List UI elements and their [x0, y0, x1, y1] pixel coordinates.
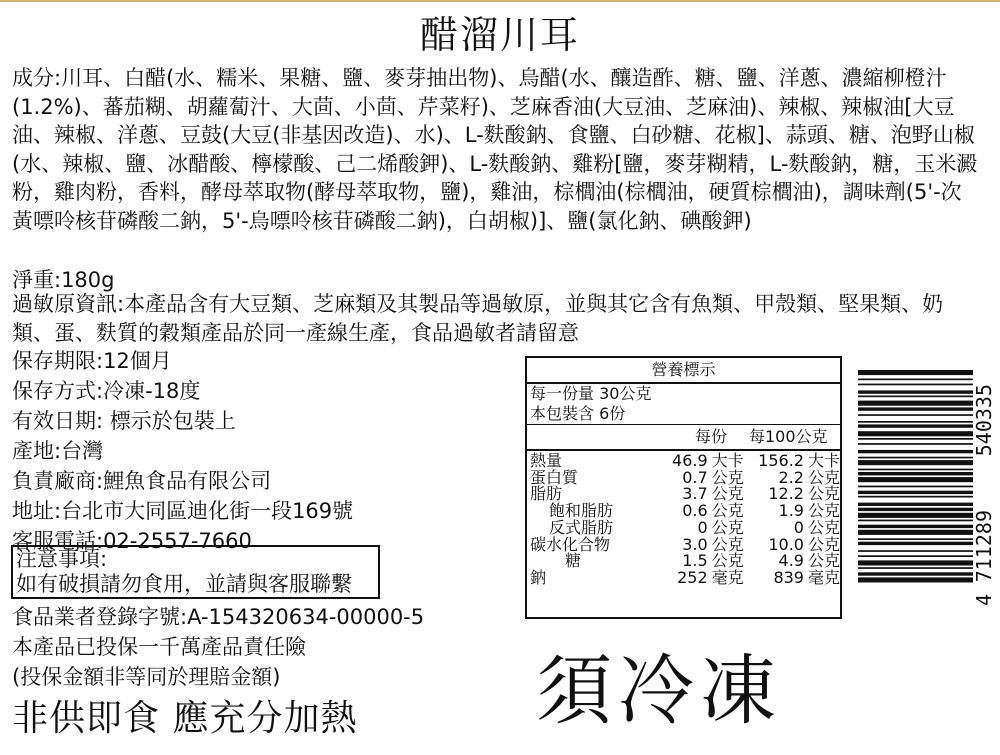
per-100g-unit: 公克	[807, 501, 840, 521]
per-serving-unit: 公克	[711, 467, 744, 487]
barcode-bar	[858, 472, 973, 475]
barcode-bar	[858, 438, 973, 440]
product-title: 醋溜川耳	[419, 13, 580, 57]
barcode-bar	[858, 370, 973, 375]
per-100g-unit: 公克	[807, 551, 840, 571]
barcode-bar	[858, 550, 973, 552]
barcode-bar	[858, 491, 973, 494]
barcode-bar	[858, 520, 973, 522]
per-serving-value: 3.0	[682, 534, 708, 554]
nutrition-row	[527, 520, 840, 537]
top-border-line	[0, 0, 1000, 2]
origin: 產地:台灣	[12, 439, 104, 463]
per-100g-unit: 公克	[807, 484, 840, 504]
nutrient-name: 熱量	[530, 451, 563, 470]
heating-warning: 非供即食 應充分加熱	[12, 698, 358, 739]
barcode-bar	[858, 414, 973, 416]
per-serving-unit: 大卡	[711, 451, 744, 470]
barcode-bar	[858, 450, 973, 453]
per-100g-value: 12.2	[768, 484, 804, 504]
barcode-bar	[858, 443, 973, 445]
per-serving-value: 0.7	[682, 467, 708, 487]
barcode-bar	[858, 567, 973, 569]
manufacturer: 負責廠商:鯉魚食品有限公司	[12, 469, 272, 493]
per-serving-unit: 公克	[711, 534, 744, 554]
barcode-bar	[858, 538, 973, 540]
per-serving-unit: 公克	[711, 517, 744, 537]
per-100g-unit: 公克	[807, 517, 840, 537]
per-serving-value: 1.5	[682, 551, 708, 571]
net-weight: 淨重:180g	[12, 268, 115, 292]
barcode-bar	[858, 457, 973, 459]
per-serving-unit: 公克	[711, 551, 744, 571]
barcode-image	[858, 370, 973, 632]
per-serving-unit: 毫克	[711, 567, 744, 587]
nutrient-name: 蛋白質	[530, 467, 579, 487]
per-serving-unit: 公克	[711, 501, 744, 521]
registration-info	[12, 602, 424, 692]
per-serving-unit: 公克	[711, 484, 744, 504]
barcode-bar	[858, 530, 973, 535]
nutrient-name: 脂肪	[530, 484, 563, 504]
frozen-warning: 須冷凍	[536, 646, 782, 735]
nutrient-name: 碳水化合物	[530, 534, 611, 554]
barcode-bar	[858, 384, 973, 386]
food-business-registration: 食品業者登錄字號:A-154320634-00000-5	[12, 605, 425, 629]
per-100g-header: 每100公克	[749, 427, 828, 446]
per-100g-unit: 毫克	[807, 567, 840, 587]
barcode-bar	[858, 503, 973, 506]
barcode-bar	[858, 460, 973, 465]
nutrition-title: 營養標示	[527, 358, 840, 384]
per-serving-header: 每份	[695, 427, 728, 446]
storage-method: 保存方式:冷凍-18度	[12, 379, 201, 403]
barcode-bar	[858, 577, 973, 582]
per-100g-unit: 公克	[807, 534, 840, 554]
barcode-group-1: 711289	[972, 510, 996, 583]
barcode-bar	[858, 421, 973, 423]
barcode-group-2: 540335	[972, 384, 996, 457]
barcode-bar	[858, 508, 973, 511]
per-100g-unit: 公克	[807, 467, 840, 487]
nutrient-name: 飽和脂肪	[549, 501, 614, 521]
barcode-bar	[858, 469, 973, 471]
per-100g-value: 0	[793, 517, 804, 537]
per-serving-value: 46.9	[672, 451, 708, 470]
barcode-leading-digit: 4	[972, 594, 996, 607]
nutrition-column-header	[527, 425, 840, 451]
barcode-bar	[858, 407, 973, 410]
barcode-bar	[858, 555, 973, 557]
barcode-bar	[858, 401, 973, 406]
per-100g-value: 156.2	[758, 451, 804, 470]
per-100g-value: 4.9	[778, 551, 804, 571]
barcode-bar	[858, 390, 973, 393]
barcode-bar	[858, 572, 973, 575]
barcode-digits	[972, 370, 996, 632]
customer-service-phone: 客服電話:02-2557-7660	[12, 529, 252, 553]
barcode-bar	[858, 396, 973, 398]
nutrition-facts-table	[525, 356, 842, 619]
liability-insurance: 本產品已投保一千萬產品責任險	[12, 635, 306, 659]
per-serving-value: 0	[697, 517, 708, 537]
per-100g-value: 839	[773, 567, 804, 587]
nutrition-row	[527, 570, 840, 587]
serving-size: 每一份量 30公克	[530, 384, 652, 403]
per-100g-value: 2.2	[778, 467, 804, 487]
notice-title: 注意事項:	[16, 547, 108, 571]
address: 地址:台北市大同區迪化街一段169號	[12, 499, 354, 523]
per-100g-value: 1.9	[778, 501, 804, 521]
shelf-life: 保存期限:12個月	[12, 349, 172, 373]
nutrient-name: 糖	[565, 551, 582, 571]
servings-per-package: 本包裝含 6份	[527, 404, 840, 425]
barcode-bar	[858, 431, 973, 436]
notice-box	[11, 545, 380, 599]
barcode-bar	[858, 424, 973, 427]
barcode-bar	[858, 477, 973, 482]
barcode-bar	[858, 513, 973, 518]
insurance-note: (投保金額非等同於理賠金額)	[12, 665, 281, 689]
allergen-info: 過敏原資訊:本產品含有大豆類、芝麻類及其製品等過敏原，並與其它含有魚類、甲殼類、堅果類、奶類、蛋、麩質的穀類產品於同一產線生產，食品過敏者請留意	[12, 292, 944, 345]
barcode-bar	[858, 496, 973, 498]
barcode-bar	[858, 542, 973, 545]
product-info-list	[12, 346, 353, 556]
per-serving-value: 3.7	[682, 484, 708, 504]
barcode-bar	[858, 525, 973, 528]
barcode-bar	[858, 379, 973, 381]
ingredients-text: 成分:川耳、白醋(水、糯米、果糖、鹽、麥芽抽出物)、烏醋(水、釀造酢、糖、鹽、洋蔥、濃縮柳橙汁(1.2%)、蕃茄糊、胡蘿蔔汁、大茴、小茴、芹菜籽)、芝麻香油(大豆油、芝麻油)、辣椒、辣椒油[大豆油、辣椒、洋蔥、豆鼓(大豆(非基因改造)、水)、L-麩酸鈉、食鹽、白砂糖、花椒]、蒜頭、糖、泡野山椒(水、辣椒、鹽、冰醋酸、檸檬酸、己二烯酸鉀)、L-麩酸鈉、雞粉[鹽，麥芽糊精，L-麩酸鈉，糖，玉米澱粉，雞肉粉，香料，酵母萃取物(酵母萃取物，鹽)，雞油，棕櫚油(棕櫚油，硬質棕櫚油)，調味劑(5'-次黃嘌呤核苷磷酸二鈉，5'-烏嘌呤核苷磷酸二鈉)，白胡椒)]、鹽(氯化鈉、碘酸鉀)	[12, 66, 978, 233]
per-serving-value: 252	[677, 567, 708, 587]
per-100g-unit: 大卡	[807, 451, 840, 470]
barcode-bar	[858, 486, 973, 488]
per-100g-value: 10.0	[768, 534, 804, 554]
per-serving-value: 0.6	[682, 501, 708, 521]
nutrient-name: 反式脂肪	[549, 517, 614, 537]
expiry-date: 有效日期: 標示於包裝上	[12, 409, 236, 433]
nutrition-rows	[527, 453, 840, 587]
notice-text: 如有破損請勿食用，並請與客服聯繫	[16, 572, 352, 596]
nutrient-name: 鈉	[530, 567, 547, 587]
barcode-bar	[858, 560, 973, 565]
